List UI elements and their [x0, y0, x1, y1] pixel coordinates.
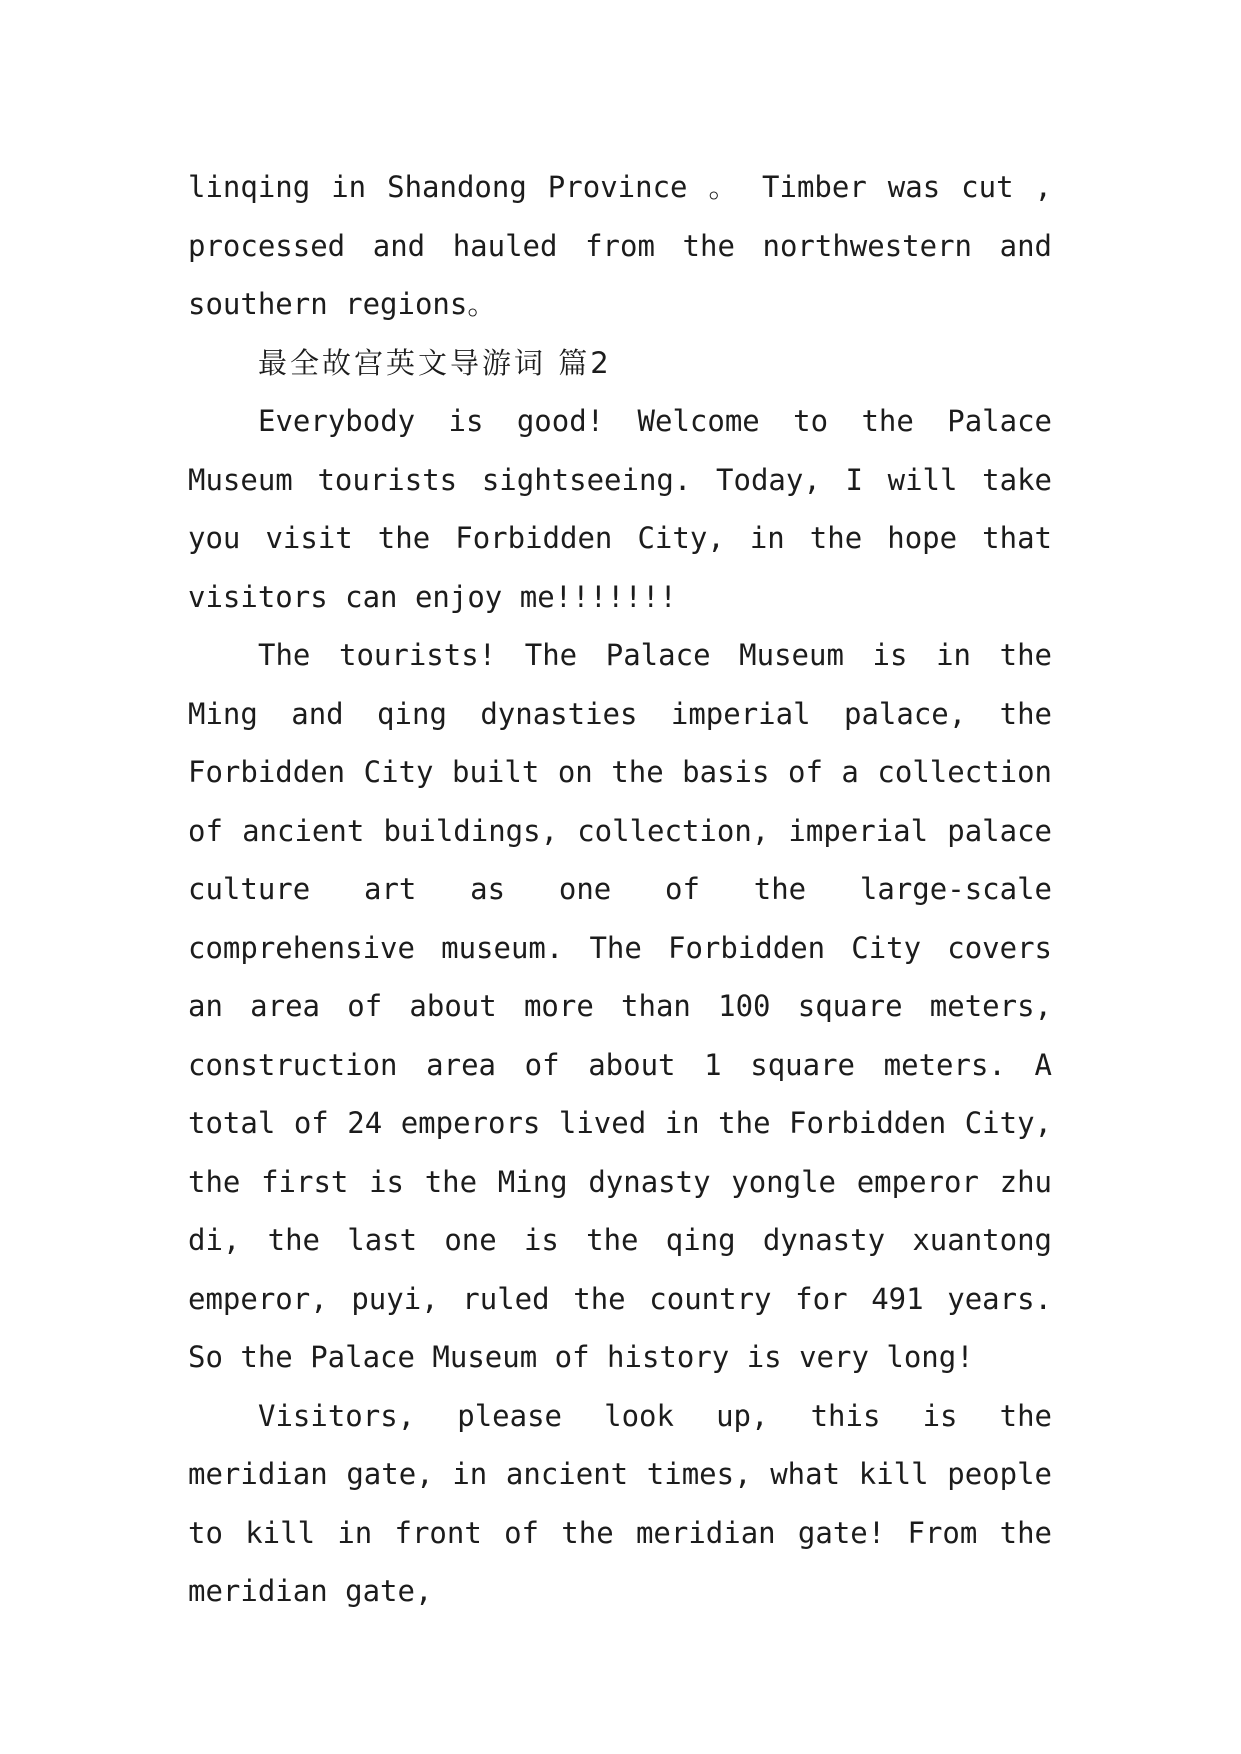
paragraph-history: The tourists! The Palace Museum is in the Ming and qing dynasties imperial palace, the Forbidden City built on the basis of a collection of ancient buildings, collection, imperial palace culture art as one of the large-scale comprehensive museum. The Forbidden City covers an area of about more than 100 square meters, construction area of about 1 square meters. A total of 24 emperors lived in the Forbidden City, the first is the Ming dynasty yongle emperor zhu di, the last one is the qing dynasty xuantong emperor, puyi, ruled the country for 491 years. So the Palace Museum of history is very long!	[188, 638, 1052, 1374]
section-heading: 最全故宫英文导游词 篇2	[258, 345, 612, 380]
document-body	[188, 158, 1052, 1621]
paragraph-meridian-gate: Visitors, please look up, this is the meridian gate, in ancient times, what kill people to kill in front of the meridian gate! From the meridian gate,	[188, 1398, 1052, 1608]
paragraph-continuation: linqing in Shandong Province 。 Timber was cut , processed and hauled from the northwestern and southern regions。	[188, 170, 1052, 321]
paragraph-welcome: Everybody is good! Welcome to the Palace Museum tourists sightseeing. Today, I will take you visit the Forbidden City, in the hope that visitors can enjoy me!!!!!!!	[188, 404, 1052, 614]
